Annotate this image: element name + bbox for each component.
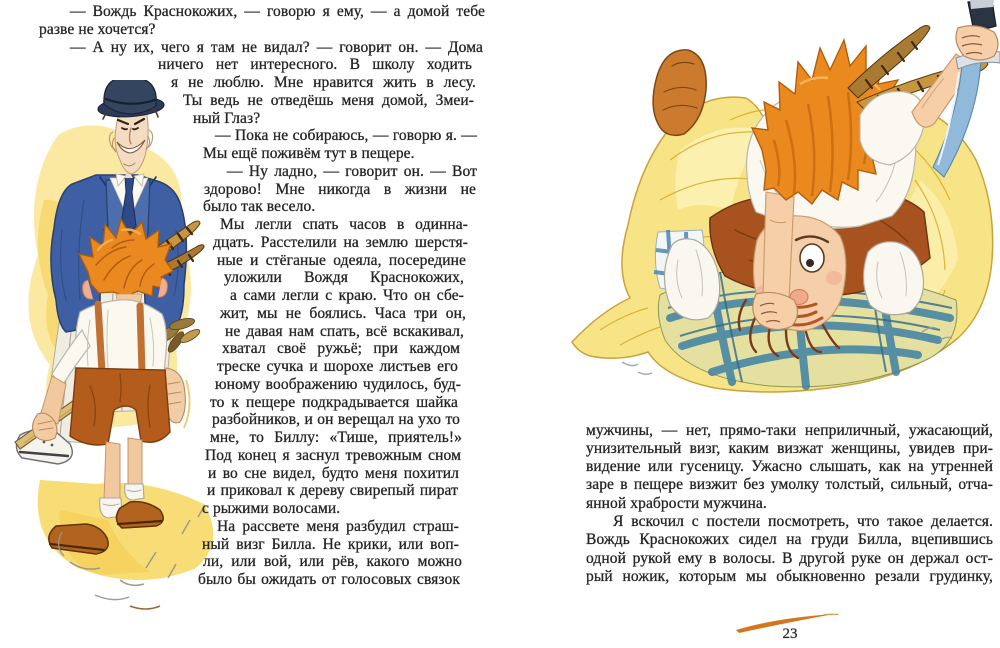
text-line: На рассвете меня разбудил страш-	[217, 517, 459, 535]
text-line: треске сучка и шорохе листьев его	[217, 358, 458, 375]
text-line: Ты ведь не отведёшь меня домой, Змеи-	[183, 91, 474, 109]
illustration-right-redchief-on-bill	[560, 0, 1000, 420]
text-line: ный визг Билла. Не крики, или воп-	[202, 535, 459, 553]
text-line: ли, или вой, или рёв, какого можно	[203, 553, 462, 571]
text-line: не давая нам спать, всё вскакивал,	[225, 322, 464, 340]
text-line: и во сне видел, будто меня похитил	[208, 464, 459, 482]
text-line: юному воображению чудилось, буд-	[215, 375, 461, 393]
text-line: с рыжими волосами.	[202, 500, 341, 517]
text-line: было так весело.	[203, 198, 316, 216]
page-number: 23	[782, 626, 798, 642]
text-line: было бы ожидать от голосовых связок	[198, 571, 460, 588]
text-line: одной рукой ему в волосы. В другой руке он держал ост-	[586, 549, 993, 567]
text-line: унизительный визг, каким визжат женщины, увидев при-	[586, 439, 993, 457]
text-line: Вождь Краснокожих сидел на груди Билла, вцепившись	[586, 531, 993, 549]
boy-fist	[956, 26, 998, 60]
text-line: Я вскочил с постели посмотреть, что такое делается.	[613, 513, 993, 530]
text-line: ный Глаз?	[193, 109, 261, 127]
text-line: уложили Вождя Краснокожих,	[224, 269, 464, 287]
text-line: и приковал к дереву свирепый пират	[207, 482, 458, 500]
text-line: — А ну их, чего я там не видал? — говорит он. — Дома	[70, 38, 483, 56]
text-line: разбойников, и он верещал на ухо то	[212, 411, 460, 429]
text-line: мне, то Биллу: «Тише, приятель!»	[210, 429, 462, 446]
text-line: Мы легли спать часов в одинна-	[220, 216, 468, 233]
text-line: заре в пещере визжит без умолку толстый, сильный, отча-	[586, 476, 993, 494]
text-line: — Вождь Краснокожих, — говорю я ему, — а домой тебе	[70, 3, 485, 20]
text-line: — Пока не собираюсь, — говорю я. —	[215, 127, 477, 145]
text-line: — Ну ладно, — говорит он. — Вот	[227, 162, 477, 180]
text-line: Мы ещё поживём тут в пещере.	[203, 145, 415, 162]
text-line: ные и стёганые одеяла, посередине	[217, 251, 466, 269]
text-line: то к пещере подкрадывается шайка	[210, 393, 458, 411]
text-line: дцать. Расстелили на землю шерстя-	[213, 233, 468, 251]
text-line: жит, мы не боялись. Часа три он,	[220, 304, 466, 322]
text-line: я не люблю. Мне нравится жить в лесу.	[171, 74, 476, 91]
text-line: а сами легли с краю. Что он сбе-	[230, 287, 464, 304]
bill-eye	[800, 244, 824, 272]
text-line: Под конец я заснул тревожным сном	[205, 446, 461, 464]
text-line: мужчины, — нет, прямо-таки неприличный, ужасающий,	[586, 421, 993, 439]
text-line: разве не хочется?	[39, 20, 156, 38]
text-line: здорово! Мне никогда в жизни не	[204, 180, 476, 198]
text-line: рый ножик, которым мы обыкновенно резали грудинку,	[586, 567, 993, 585]
text-line: янной храбрости мужчина.	[586, 494, 767, 512]
text-line: ничего нет интересного. В школу ходить	[158, 56, 472, 74]
text-line: хватал своё ружьё; при каждом	[222, 340, 460, 358]
text-line: видение или гусеницу. Ужасно слышать, как на утренней	[586, 458, 993, 476]
